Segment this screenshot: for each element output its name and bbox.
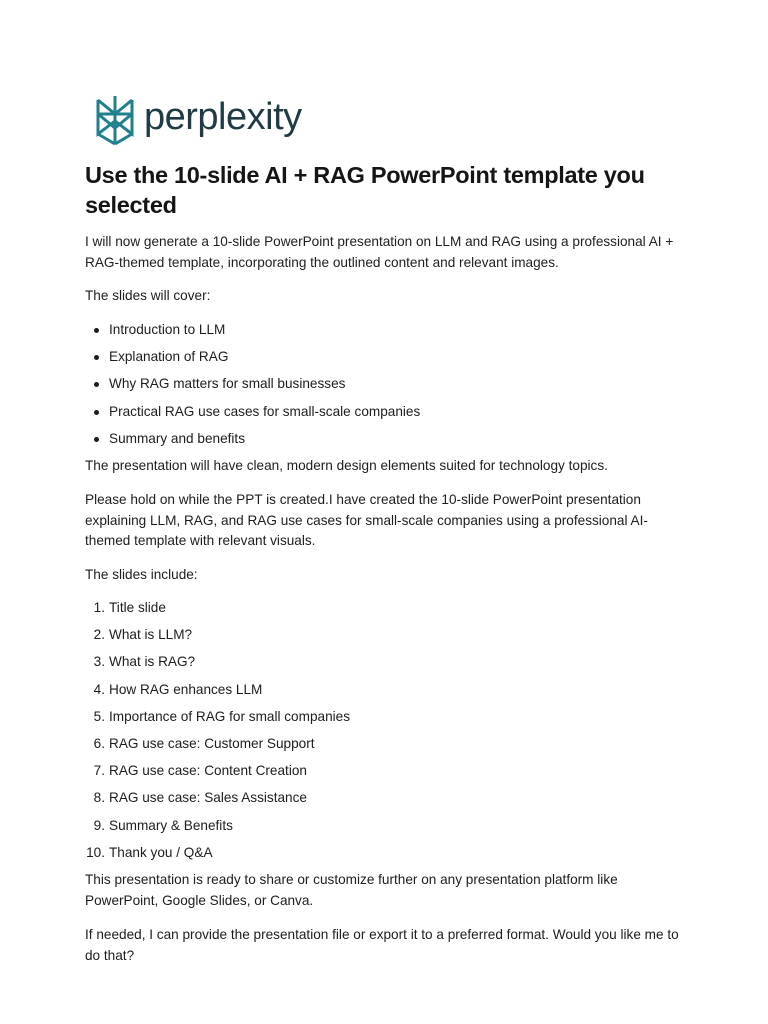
page-title: Use the 10-slide AI + RAG PowerPoint template you selected bbox=[85, 162, 645, 218]
perplexity-logo-icon bbox=[94, 94, 136, 146]
list-number: 8. bbox=[93, 790, 105, 806]
list-number: 1. bbox=[93, 600, 105, 615]
list-item: Why RAG matters for small businesses bbox=[85, 374, 420, 401]
list-item bbox=[85, 652, 350, 679]
list-text: RAG use case: Customer Support bbox=[109, 735, 315, 751]
list-number: 7. bbox=[93, 763, 105, 779]
list-number: 9. bbox=[93, 817, 105, 833]
list-text: Summary & Benefits bbox=[109, 817, 233, 833]
list-text: Importance of RAG for small companies bbox=[109, 708, 351, 724]
list-item: Introduction to LLM bbox=[85, 320, 420, 347]
perplexity-logo bbox=[94, 94, 302, 146]
list-item bbox=[85, 680, 350, 707]
ready-note: This presentation is ready to share or customize further on any presentation platform like PowerPoint, Google Slides, or Canva. bbox=[85, 872, 618, 908]
list-text: What is LLM? bbox=[109, 627, 193, 643]
list-text: Thank you / Q&A bbox=[109, 844, 213, 860]
list-number: 5. bbox=[93, 708, 105, 724]
list-text: How RAG enhances LLM bbox=[109, 681, 263, 697]
perplexity-wordmark: perplexity bbox=[144, 96, 302, 138]
list-item: Practical RAG use cases for small-scale companies bbox=[85, 402, 420, 429]
list-number: 6. bbox=[93, 735, 105, 751]
list-text: What is RAG? bbox=[109, 654, 196, 670]
list-number: 4. bbox=[93, 681, 105, 697]
list-text: Title slide bbox=[109, 600, 166, 615]
list-item bbox=[85, 734, 350, 761]
list-number: 10. bbox=[86, 844, 105, 860]
include-heading: The slides include: bbox=[85, 567, 198, 582]
list-item bbox=[85, 788, 350, 815]
list-item bbox=[85, 816, 350, 843]
list-item: Summary and benefits bbox=[85, 429, 420, 456]
list-item bbox=[85, 598, 350, 625]
list-number: 2. bbox=[93, 627, 105, 643]
list-item: Explanation of RAG bbox=[85, 347, 420, 374]
created-note: Please hold on while the PPT is created.I have created the 10-slide PowerPoint presentation explaining LLM, RAG, and RAG use cases for small-scale companies using a professional AI-themed template with relevant visuals. bbox=[85, 492, 648, 548]
list-item bbox=[85, 707, 350, 734]
slides-list bbox=[85, 598, 350, 870]
closing-paragraph: If needed, I can provide the presentation file or export it to a preferred format. Would you like me to do that? bbox=[85, 927, 679, 963]
list-text: RAG use case: Sales Assistance bbox=[109, 790, 307, 806]
design-note: The presentation will have clean, modern design elements suited for technology topics. bbox=[85, 458, 608, 473]
list-text: RAG use case: Content Creation bbox=[109, 763, 307, 779]
list-number: 3. bbox=[93, 654, 105, 670]
list-item bbox=[85, 843, 350, 870]
cover-list bbox=[85, 320, 420, 456]
list-item bbox=[85, 761, 350, 788]
intro-paragraph: I will now generate a 10-slide PowerPoint presentation on LLM and RAG using a professional AI + RAG-themed template, incorporating the outlined content and relevant images. bbox=[85, 234, 674, 270]
list-item bbox=[85, 625, 350, 652]
cover-heading: The slides will cover: bbox=[85, 288, 211, 303]
